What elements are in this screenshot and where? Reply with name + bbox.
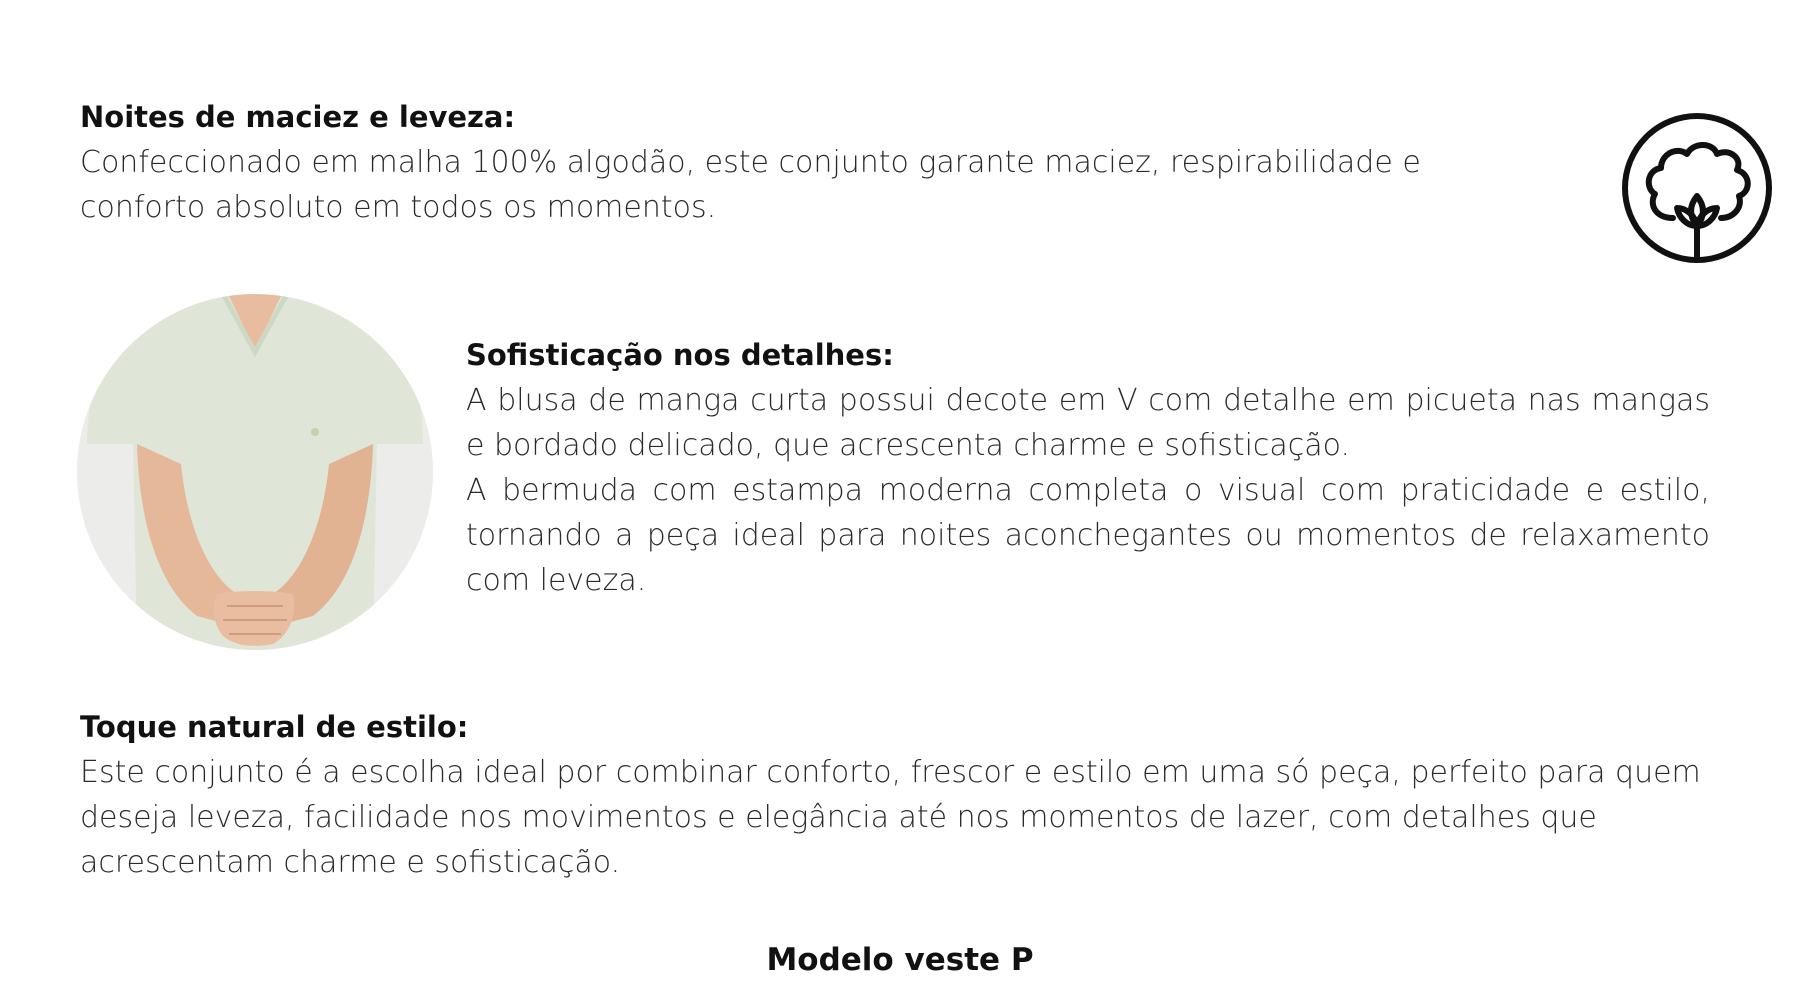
size-note: Modelo veste P (766, 942, 1034, 978)
section-paragraph: Este conjunto é a escolha ideal por combinar conforto, frescor e estilo em uma só peça, perfeito para quem deseja leveza, facilidade nos movimentos e elegância até nos momentos de lazer, com detalhes que acrescentam charme e sofisticação. (80, 755, 1701, 880)
section-paragraph: A blusa de manga curta possui decote em V com detalhe em picueta nas mangas e bordado delicado, que acrescenta charme e sofisticação. (466, 383, 1710, 463)
section-paragraph: A bermuda com estampa moderna completa o visual com praticidade e estilo, tornando a peça ideal para noites aconchegantes ou momentos de relaxamento com leveza. (466, 473, 1710, 598)
section-heading: Sofisticação nos detalhes: (466, 338, 894, 372)
section-maciez (80, 95, 1540, 230)
cotton-flower-icon (1621, 112, 1773, 264)
section-heading: Toque natural de estilo: (80, 710, 469, 744)
model-photo (77, 294, 433, 650)
section-paragraph: Confeccionado em malha 100% algodão, este conjunto garante maciez, respirabilidade e conforto absoluto em todos os momentos. (80, 145, 1421, 225)
section-estilo (80, 705, 1720, 885)
section-heading: Noites de maciez e leveza: (80, 100, 516, 134)
section-detalhes (466, 333, 1710, 603)
